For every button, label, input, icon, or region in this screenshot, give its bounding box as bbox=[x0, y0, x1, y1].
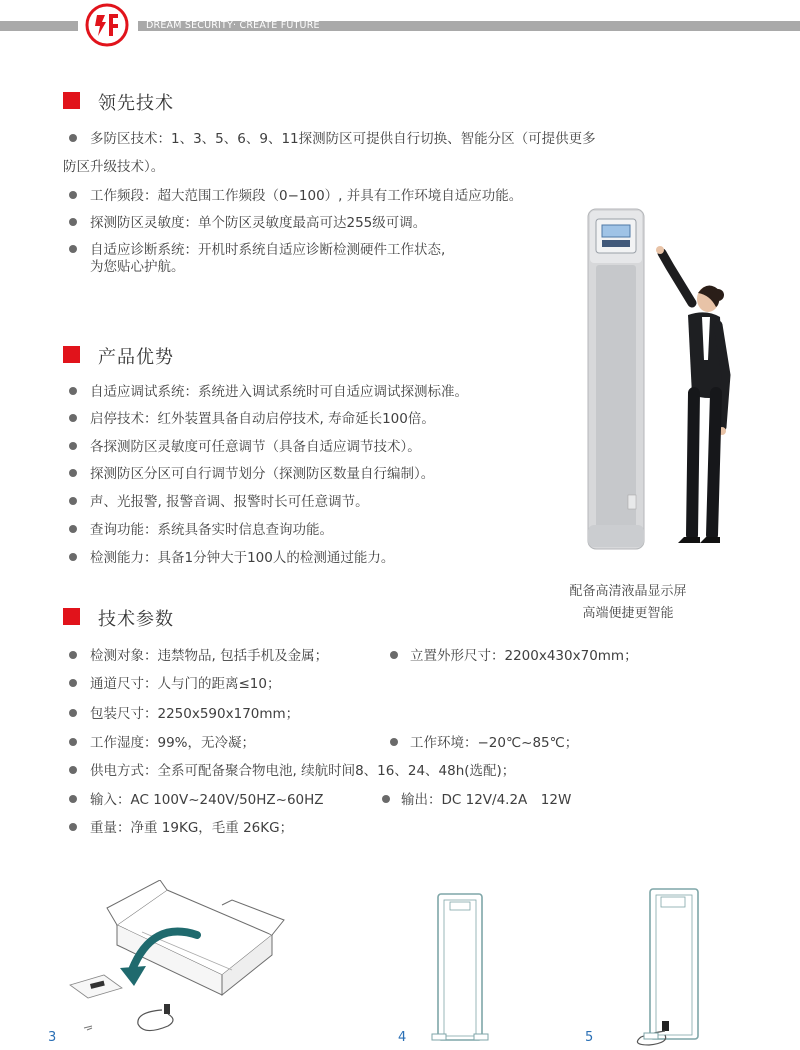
spec-output: 输出：DC 12V/4.2A 12W bbox=[401, 792, 572, 808]
lead-item-2: 工作频段：超大范围工作频段（0−100）, 并具有工作环境自适应功能。 bbox=[90, 188, 523, 204]
spec-dimensions: 立置外形尺寸：2200x430x70mm； bbox=[410, 648, 638, 664]
lead-item-1-cont: 防区升级技术）。 bbox=[63, 159, 165, 175]
bullet-dot bbox=[69, 679, 77, 687]
product-caption-line1: 配备高清液晶显示屏 bbox=[569, 584, 687, 599]
spec-detection-objects: 检测对象：违禁物品, 包括手机及金属； bbox=[90, 648, 329, 664]
lead-item-1: 多防区技术：1、3、5、6、9、11探测防区可提供自行切换、智能分区（可提供更多 bbox=[90, 131, 596, 147]
brand-logo-icon bbox=[80, 2, 134, 48]
advantage-item-4: 探测防区分区可自行调节划分（探测防区数量自行编制）。 bbox=[90, 466, 435, 482]
bullet-dot bbox=[69, 497, 77, 505]
spec-channel-size: 通道尺寸：人与门的距离≤10； bbox=[90, 676, 281, 692]
section-title-lead: 领先技术 bbox=[98, 93, 174, 114]
advantage-item-1: 自适应调试系统：系统进入调试系统时可自适应调试探测标准。 bbox=[90, 384, 468, 400]
unboxing-illustration bbox=[62, 880, 292, 1040]
bullet-dot bbox=[69, 651, 77, 659]
advantage-item-5: 声、光报警, 报警音调、报警时长可任意调节。 bbox=[90, 494, 369, 510]
bullet-dot bbox=[69, 525, 77, 533]
step-number-4: 4 bbox=[398, 1030, 407, 1045]
advantage-item-3: 各探测防区灵敏度可任意调节（具备自适应调节技术）。 bbox=[90, 439, 421, 455]
header-bar-left bbox=[0, 21, 78, 31]
bullet-dot bbox=[69, 823, 77, 831]
header-tagline: DREAM SECURITY· CREATE FUTURE bbox=[146, 20, 320, 31]
bullet-dot bbox=[69, 738, 77, 746]
section-title-advantage: 产品优势 bbox=[98, 347, 174, 368]
lead-item-4: 自适应诊断系统：开机时系统自适应诊断检测硬件工作状态, bbox=[90, 242, 446, 258]
lead-item-3: 探测防区灵敏度：单个防区灵敏度最高可达255级可调。 bbox=[90, 215, 427, 231]
section-marker-advantage bbox=[63, 346, 80, 363]
bullet-dot bbox=[69, 766, 77, 774]
spec-humidity: 工作湿度：99%，无冷凝； bbox=[90, 735, 256, 751]
bullet-dot bbox=[69, 469, 77, 477]
section-title-specs: 技术参数 bbox=[98, 609, 174, 630]
spec-power-supply: 供电方式：全系可配备聚合物电池, 续航时间8、16、24、48h(选配)； bbox=[90, 763, 516, 779]
step-number-3: 3 bbox=[48, 1030, 57, 1045]
section-marker-lead bbox=[63, 92, 80, 109]
advantage-item-2: 启停技术：红外装置具备自动启停技术, 寿命延长100倍。 bbox=[90, 411, 435, 427]
bullet-dot bbox=[390, 738, 398, 746]
bullet-dot bbox=[69, 709, 77, 717]
section-marker-specs bbox=[63, 608, 80, 625]
spec-environment: 工作环境：−20℃~85℃； bbox=[410, 735, 579, 751]
bullet-dot bbox=[69, 442, 77, 450]
door-frame-illustration bbox=[425, 888, 495, 1048]
bullet-dot bbox=[69, 218, 77, 226]
bullet-dot bbox=[69, 134, 77, 142]
spec-weight: 重量：净重 19KG，毛重 26KG； bbox=[90, 820, 294, 836]
advantage-item-7: 检测能力：具备1分钟大于100人的检测通过能力。 bbox=[90, 550, 395, 566]
bullet-dot bbox=[69, 553, 77, 561]
bullet-dot bbox=[69, 245, 77, 253]
spec-package-size: 包装尺寸：2250x590x170mm； bbox=[90, 706, 300, 722]
bullet-dot bbox=[69, 795, 77, 803]
product-illustration bbox=[560, 195, 760, 565]
door-frame-cable-illustration bbox=[625, 885, 715, 1047]
spec-input: 输入：AC 100V~240V/50HZ~60HZ bbox=[90, 792, 324, 808]
bullet-dot bbox=[69, 414, 77, 422]
bullet-dot bbox=[390, 651, 398, 659]
bullet-dot bbox=[69, 387, 77, 395]
product-caption-line2: 高端便捷更智能 bbox=[582, 606, 674, 621]
bullet-dot bbox=[69, 191, 77, 199]
lead-item-4-cont: 为您贴心护航。 bbox=[90, 259, 185, 275]
advantage-item-6: 查询功能：系统具备实时信息查询功能。 bbox=[90, 522, 333, 538]
bullet-dot bbox=[382, 795, 390, 803]
step-number-5: 5 bbox=[585, 1030, 594, 1045]
